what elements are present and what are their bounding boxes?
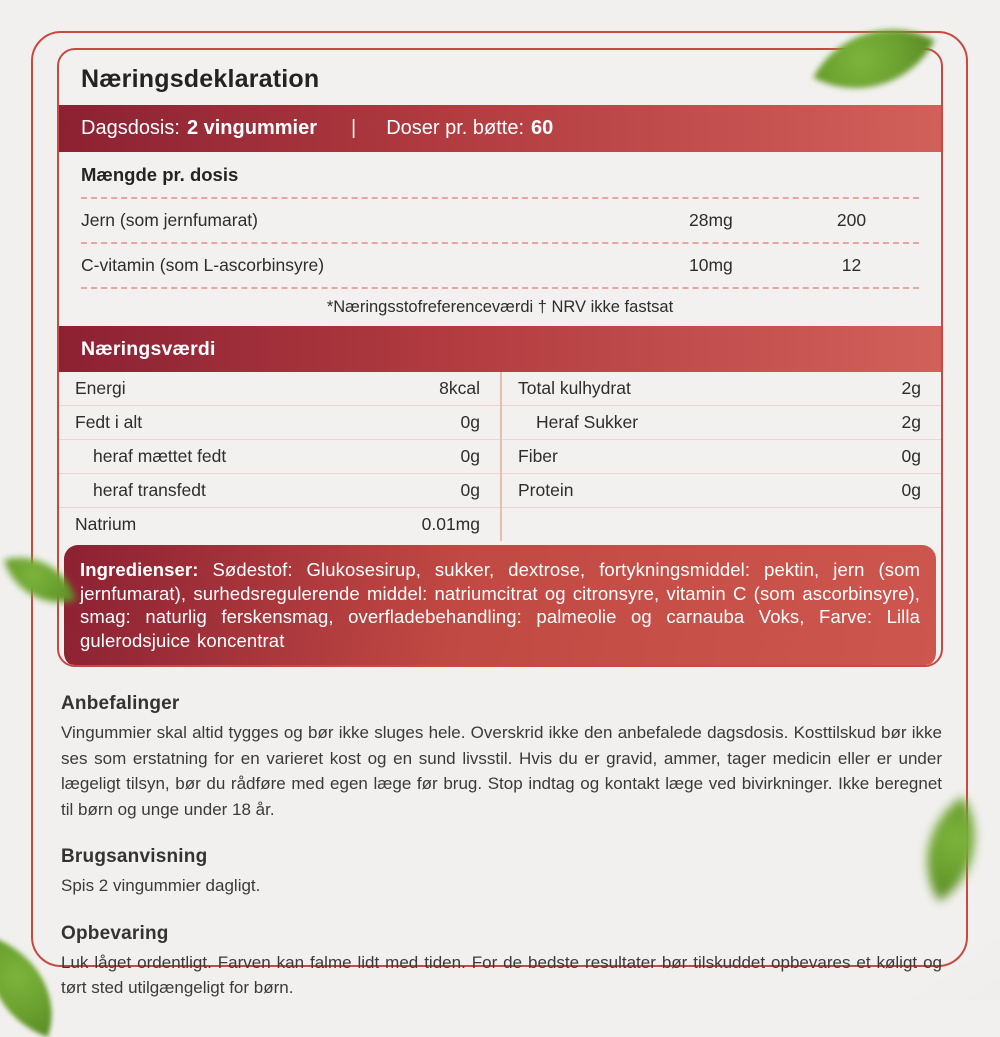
label-card [57, 48, 943, 667]
nutrition-row [59, 474, 500, 508]
nutrition-row [502, 406, 941, 440]
section-heading: Opbevaring [61, 922, 169, 944]
nutrition-column-left [59, 372, 500, 541]
banner-separator: | [350, 117, 357, 139]
nutrient-nrv: 200 [836, 210, 867, 230]
nutrition-column-right [500, 372, 941, 541]
nutrient-value: 0g [901, 446, 921, 466]
nutrient-label: Heraf Sukker [536, 412, 639, 432]
nutrition-row [59, 372, 500, 406]
amount-table-header: Mængde pr. dosis [81, 152, 919, 199]
info-sections [33, 667, 966, 1001]
table-row [81, 199, 919, 244]
section-heading: Anbefalinger [61, 693, 180, 714]
nutrient-label: Protein [518, 480, 574, 500]
section-body: Luk låget ordentligt. Farven kan falme lidt med tiden. For de bedste resultater bør tilskuddet opbevares et køligt og tørt sted utilgængeligt for børn. [61, 952, 942, 997]
nutrient-amount: 28mg [689, 210, 733, 230]
nutrient-label: Natrium [75, 514, 137, 534]
nutrient-amount: 10mg [689, 255, 733, 275]
nutrient-value: 0g [460, 480, 480, 500]
amount-table [59, 152, 941, 326]
dose-banner [59, 105, 941, 152]
table-footnote: *Næringsstofreferenceværdi † NRV ikke fastsat [326, 298, 674, 316]
nutrient-label: Fedt i alt [75, 412, 143, 432]
nutrient-label: heraf mættet fedt [93, 446, 227, 466]
nutrition-table [59, 372, 941, 541]
nutrient-value: 0.01mg [421, 514, 480, 534]
nutrition-banner: Næringsværdi [59, 326, 941, 372]
nutrient-value: 2g [901, 378, 921, 398]
nutrient-name: C-vitamin (som L-ascorbinsyre) [81, 255, 325, 275]
nutrition-row [502, 440, 941, 474]
servings-value: 60 [531, 117, 554, 139]
nutrient-value: 8kcal [439, 378, 480, 398]
section-body: Vingummier skal altid tygges og bør ikke sluges hele. Overskrid ikke den anbefalede dagsdosis. Kosttilskud bør ikke ses som erstatning for en varieret kost og en sund livsstil. Hvis du er gravid, ammer, tager medicin eller er under lægeligt tilsyn, bør du rådføre med egen læge før brug. Stop indtag og kontakt læge ved bivirkninger. Ikke beregnet til børn og unge under 18 år. [61, 723, 942, 819]
nutrient-nrv: 12 [841, 255, 862, 275]
nutrition-row [59, 508, 500, 541]
servings-label: Doser pr. bøtte: [386, 117, 525, 139]
nutrient-value: 2g [901, 412, 921, 432]
table-row [81, 244, 919, 289]
nutrient-label: heraf transfedt [93, 480, 206, 500]
ingredients-label: Ingredienser: [80, 559, 199, 580]
nutrient-value: 0g [460, 446, 480, 466]
ingredients-box [64, 545, 936, 667]
daily-dose-value: 2 vingummier [186, 117, 317, 139]
nutrient-label: Total kulhydrat [518, 378, 631, 398]
nutrient-value: 0g [460, 412, 480, 432]
nutrient-label: Energi [75, 378, 126, 398]
section-heading: Brugsanvisning [61, 846, 208, 867]
nutrition-row-empty [502, 508, 941, 541]
ingredients-text: Sødestof: Glukosesirup, sukker, dextrose, fortykningsmiddel: pektin, jern (som jernfumarat), surhedsregulerende middel: natriumcitrat og citronsyre, vitamin C (som ascorbinsyre), smag: naturlig ferskensmag, overfladebehandling: palmeolie og carnauba Voks, Farve: Lilla gulerodsjuice koncentrat [80, 559, 920, 651]
nutrition-row [502, 372, 941, 406]
daily-dose-label: Dagsdosis: [81, 117, 180, 139]
nutrition-row [502, 474, 941, 508]
section-body: Spis 2 vingummier dagligt. [61, 876, 261, 895]
nutrient-name: Jern (som jernfumarat) [81, 210, 258, 230]
nutrient-label: Fiber [518, 446, 558, 466]
page-title: Næringsdeklaration [81, 65, 320, 93]
nutrition-row [59, 440, 500, 474]
nutrient-value: 0g [901, 480, 921, 500]
nutrition-row [59, 406, 500, 440]
outer-border-frame [31, 31, 968, 997]
